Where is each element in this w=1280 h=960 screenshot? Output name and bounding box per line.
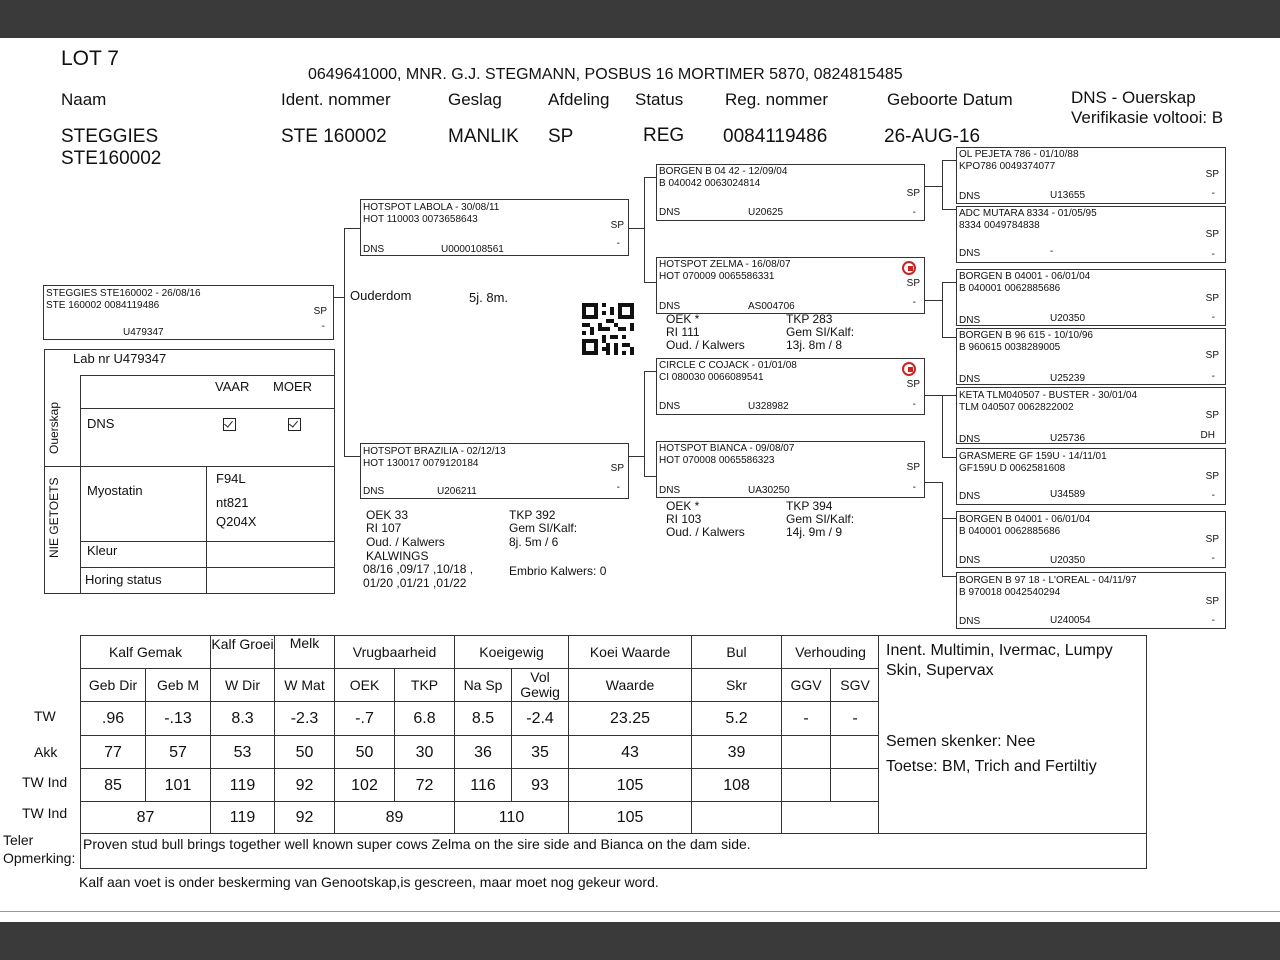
sub-header: W Dir	[211, 669, 275, 702]
footer-note: Kalf aan voet is onder beskerming van Genootskap,is gescreen, maar moet nog gekeur word.	[79, 874, 659, 890]
myostatin-label: Myostatin	[87, 483, 143, 498]
dam-dash: -	[616, 482, 620, 493]
top-bar	[0, 0, 1280, 38]
breeder-comment-box	[80, 833, 1147, 869]
breeder-comment: Proven stud bull brings together well known super cows Zelma on the sire side and Bianca on the dam side.	[83, 836, 751, 852]
pedigree-box-great-grandparent: BORGEN B 96 615 - 10/10/96 B 960615 0038289005 SP - DNS U25239	[956, 328, 1226, 385]
breeder-info: 0649641000, MNR. G.J. STEGMANN, POSBUS 16 MORTIMER 5870, 0824815485	[308, 66, 903, 83]
group-verhouding: Verhouding	[782, 636, 880, 669]
horing-label: Horing status	[85, 572, 162, 587]
breeding-values-table	[80, 635, 880, 834]
animal-afdeling: SP	[548, 126, 574, 147]
row-tw-ind-2: 87 119 92 89 110 105	[81, 802, 880, 834]
group-kalf-groei: Kalf Groei	[211, 636, 275, 669]
animal-name-2: STE160002	[61, 148, 162, 169]
pedigree-box-great-grandparent: BORGEN B 04001 - 06/01/04 B 040001 0062885686 SP - DNS U20350	[956, 269, 1226, 326]
pedigree-box-great-grandparent: GRASMERE GF 159U - 14/11/01 GF159U D 0062581608 SP - DNS U34589	[956, 448, 1226, 505]
sire-code: U0000108561	[441, 244, 504, 255]
animal-dob: 26-AUG-16	[884, 126, 981, 147]
dns-label: DNS	[87, 416, 115, 431]
sub-header: OEK	[335, 669, 395, 702]
sub-header: Skr	[692, 669, 782, 702]
animal-geslag: MANLIK	[448, 126, 519, 147]
opmerking-label: Opmerking:	[3, 850, 76, 866]
dam-sp: SP	[610, 463, 624, 474]
dam-code: U206211	[437, 486, 477, 497]
pedigree-box-great-grandparent: KETA TLM040507 - BUSTER - 30/01/04 TLM 040507 0062822002 SP DH DNS U25736	[956, 387, 1226, 444]
subject-ident: STE 160002 0084119486	[46, 300, 160, 311]
pedigree-box-grandparent: HOTSPOT ZELMA - 16/08/07 HOT 070009 0065586331 SP - DNS AS004706	[656, 257, 925, 314]
sub-header: Vol Gewig	[512, 669, 569, 702]
qr-code-icon	[582, 303, 634, 355]
pedigree-box-grandparent: BORGEN B 04 42 - 12/09/04 B 040042 0063024814 SP - DNS U20625	[656, 164, 925, 221]
sub-header: TKP	[395, 669, 455, 702]
subject-sp: SP	[313, 306, 327, 317]
sub-header: Waarde	[569, 669, 692, 702]
header-ident: Ident. nommer	[281, 90, 391, 109]
pedigree-box-grandparent: HOTSPOT BIANCA - 09/08/07 HOT 070008 0065586323 SP - DNS UA30250	[656, 441, 925, 498]
lab-number: Lab nr U479347	[73, 351, 167, 366]
vaar-check-icon	[223, 418, 236, 431]
sub-header: SGV	[831, 669, 880, 702]
group-melk: Melk	[275, 636, 335, 669]
animal-ident: STE 160002	[281, 126, 387, 147]
header-reg: Reg. nommer	[725, 90, 828, 109]
subject-dash: -	[321, 321, 325, 332]
subject-title: STEGGIES STE160002 - 26/08/16	[46, 288, 201, 299]
kleur-label: Kleur	[87, 543, 118, 558]
sire-dns: DNS	[363, 244, 385, 255]
pedigree-box-grandparent: CIRCLE C COJACK - 01/01/08 CI 080030 0066089541 SP - DNS U328982	[656, 358, 925, 415]
lab-box	[44, 349, 335, 594]
certified-mark-icon	[902, 362, 916, 376]
semen-note: Semen skenker: Nee	[886, 733, 1036, 750]
myostatin-nt821: nt821	[216, 495, 249, 510]
animal-status: REG	[643, 125, 685, 146]
dam-dns: DNS	[363, 486, 385, 497]
sub-header: Geb M	[146, 669, 211, 702]
pedigree-box-great-grandparent: BORGEN B 04001 - 06/01/04 B 040001 0062885686 SP - DNS U20350	[956, 511, 1226, 568]
group-kalf-gemak: Kalf Gemak	[81, 636, 211, 669]
lot-number: LOT 7	[61, 47, 119, 70]
sire-title: HOTSPOT LABOLA - 30/08/11	[363, 202, 500, 213]
group-vrugbaarheid: Vrugbaarheid	[335, 636, 455, 669]
row-tw-ind: 85 101 119 92 102 72 116 93 105 108	[81, 769, 880, 802]
dam-ident: HOT 130017 0079120184	[363, 458, 479, 469]
sub-header: GGV	[782, 669, 831, 702]
pedigree-box-subject	[43, 285, 334, 340]
pedigree-box-great-grandparent: ADC MUTARA 8334 - 01/05/95 8334 0049784838 SP - DNS -	[956, 206, 1226, 263]
teler-label: Teler	[3, 832, 34, 848]
row-tw: .96 -.13 8.3 -2.3 -.7 6.8 8.5 -2.4 23.25 5.2 - -	[81, 702, 880, 736]
animal-reg: 0084119486	[723, 126, 828, 147]
dam-title: HOTSPOT BRAZILIA - 02/12/13	[363, 446, 506, 457]
group-bul: Bul	[692, 636, 782, 669]
pedigree-box-great-grandparent: OL PEJETA 786 - 01/10/88 KPO786 0049374077 SP - DNS U13655	[956, 147, 1226, 204]
vaar-label: VAAR	[215, 379, 250, 394]
moer-check-icon	[288, 418, 301, 431]
age-value: 5j. 8m.	[469, 290, 509, 305]
header-status: Status	[635, 90, 684, 109]
sire-ident: HOT 110003 0073658643	[363, 214, 478, 225]
subject-code: U479347	[123, 327, 164, 338]
nie-getoets-label: NIE GETOETS	[47, 477, 61, 558]
header-naam: Naam	[61, 90, 107, 109]
header-geboorte: Geboorte Datum	[887, 90, 1013, 109]
row-label-tw-ind: TW Ind	[22, 774, 68, 790]
pedigree-box-sire	[360, 199, 629, 256]
row-label-akk: Akk	[34, 744, 58, 760]
age-label: Ouderdom	[350, 288, 412, 303]
bottom-bar	[0, 922, 1280, 960]
verification-line1: DNS - Ouerskap	[1071, 88, 1196, 107]
pedigree-box-dam	[360, 443, 629, 499]
header-geslag: Geslag	[448, 90, 502, 109]
sire-dash: -	[616, 238, 620, 249]
sub-header: Na Sp	[455, 669, 512, 702]
row-label-tw-ind-2: TW Ind	[22, 805, 68, 821]
sub-header: Geb Dir	[81, 669, 146, 702]
toetse-note: Toetse: BM, Trich and Fertiltiy	[886, 758, 1097, 775]
ouerskap-label: Ouerskap	[47, 401, 61, 454]
animal-name: STEGGIES	[61, 126, 159, 147]
sire-sp: SP	[610, 220, 624, 231]
certified-mark-icon	[902, 261, 916, 275]
row-akk: 77 57 53 50 50 30 36 35 43 39	[81, 736, 880, 769]
notes-panel	[878, 635, 1147, 835]
footer-divider	[0, 911, 1280, 912]
group-koeigewig: Koeigewig	[455, 636, 569, 669]
verification-line2: Verifikasie voltooi: B	[1071, 108, 1224, 127]
row-label-tw: TW	[34, 708, 56, 724]
sub-header: W Mat	[275, 669, 335, 702]
group-koei-waarde: Koei Waarde	[569, 636, 692, 669]
moer-label: MOER	[273, 379, 312, 394]
inent-note: Inent. Multimin, Ivermac, Lumpy Skin, Supervax	[886, 642, 1113, 679]
myostatin-f94l: F94L	[216, 471, 246, 486]
pedigree-box-great-grandparent: BORGEN B 97 18 - L'OREAL - 04/11/97 B 970018 0042540294 SP - DNS U240054	[956, 572, 1226, 629]
header-afdeling: Afdeling	[548, 90, 610, 109]
myostatin-q204x: Q204X	[216, 514, 257, 529]
